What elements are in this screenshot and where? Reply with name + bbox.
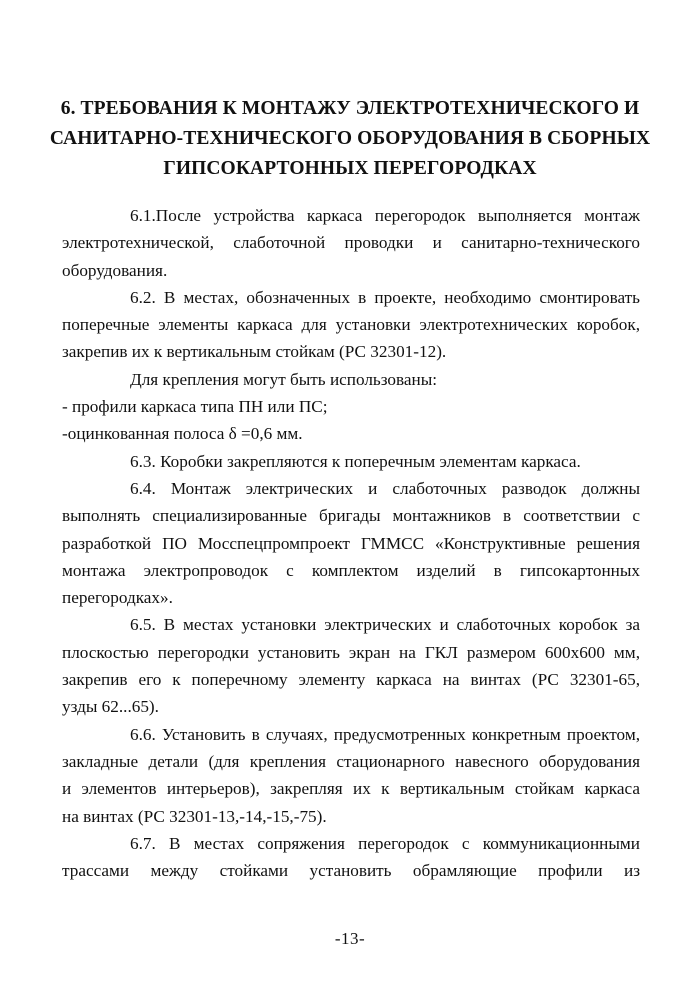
paragraph-line: оборудования. (62, 260, 168, 280)
paragraph-6-6 (62, 721, 640, 830)
paragraph-line: закрепив их к вертикальным стойкам (РС 32301-12). (62, 342, 447, 362)
paragraph-line: 6.7. В местах сопряжения перегородок с коммуникационными (130, 833, 640, 853)
paragraph-line: узды 62...65). (62, 697, 159, 717)
paragraph-line: перегородках». (62, 588, 173, 608)
paragraph-6-3 (62, 448, 640, 475)
section-body (62, 202, 640, 884)
paragraph-line: 6.3. Коробки закрепляются к поперечным элементам каркаса. (130, 451, 581, 471)
paragraph-line: трассами между стойками установить обрамляющие профили из (62, 861, 640, 881)
paragraph-line: выполнять специализированные бригады монтажников в соответствии с (62, 506, 640, 526)
paragraph-6-5 (62, 611, 640, 720)
paragraph-line: 6.4. Монтаж электрических и слаботочных разводок должны (130, 478, 640, 498)
list-item-galvanized-strip (62, 420, 640, 447)
paragraph-6-4 (62, 475, 640, 611)
paragraph-6-1 (62, 202, 640, 284)
paragraph-line: и элементов интерьеров), закрепляя их к вертикальным стойкам каркаса (62, 779, 640, 799)
paragraph-line: 6.6. Установить в случаях, предусмотренных конкретным проектом, (130, 724, 640, 744)
section-title-line: ГИПСОКАРТОННЫХ ПЕРЕГОРОДКАХ (163, 158, 537, 179)
paragraph-6-2 (62, 284, 640, 366)
paragraph-6-7 (62, 830, 640, 885)
paragraph-line: - профили каркаса типа ПН или ПС; (62, 397, 328, 417)
paragraph-line: плоскостью перегородки установить экран на ГКЛ размером 600х600 мм, (62, 642, 640, 662)
paragraph-fastening-intro (62, 366, 640, 393)
paragraph-line: разработкой ПО Мосспецпромпроект ГММСС «Конструктивные решения (62, 533, 640, 553)
paragraph-line: 6.2. В местах, обозначенных в проекте, необходимо смонтировать (130, 287, 640, 307)
paragraph-line: закрепив его к поперечному элементу каркаса на винтах (РС 32301-65, (62, 670, 640, 690)
paragraph-line: на винтах (РС 32301-13,-14,-15,-75). (62, 806, 327, 826)
section-title-line: САНИТАРНО-ТЕХНИЧЕСКОГО ОБОРУДОВАНИЯ В СБОРНЫХ (49, 128, 651, 149)
paragraph-line: 6.5. В местах установки электрических и слаботочных коробок за (130, 615, 640, 635)
page-number: -13- (334, 929, 366, 948)
section-title (40, 94, 660, 184)
paragraph-line: монтажа электропроводок с комплектом изделий в гипсокартонных (62, 560, 640, 580)
paragraph-line: 6.1.После устройства каркаса перегородок выполняется монтаж (130, 206, 640, 225)
paragraph-line: закладные детали (для крепления стационарного навесного оборудования (62, 751, 640, 771)
paragraph-line: -оцинкованная полоса δ =0,6 мм. (62, 424, 303, 444)
paragraph-line: электротехнической, слаботочной проводки и санитарно-технического (62, 233, 640, 253)
section-title-line: 6. ТРЕБОВАНИЯ К МОНТАЖУ ЭЛЕКТРОТЕХНИЧЕСКОГО И (60, 98, 640, 119)
paragraph-line: поперечные элементы каркаса для установки электротехнических коробок, (62, 315, 640, 335)
paragraph-line: Для крепления могут быть использованы: (130, 369, 438, 389)
list-item-profiles (62, 393, 640, 420)
